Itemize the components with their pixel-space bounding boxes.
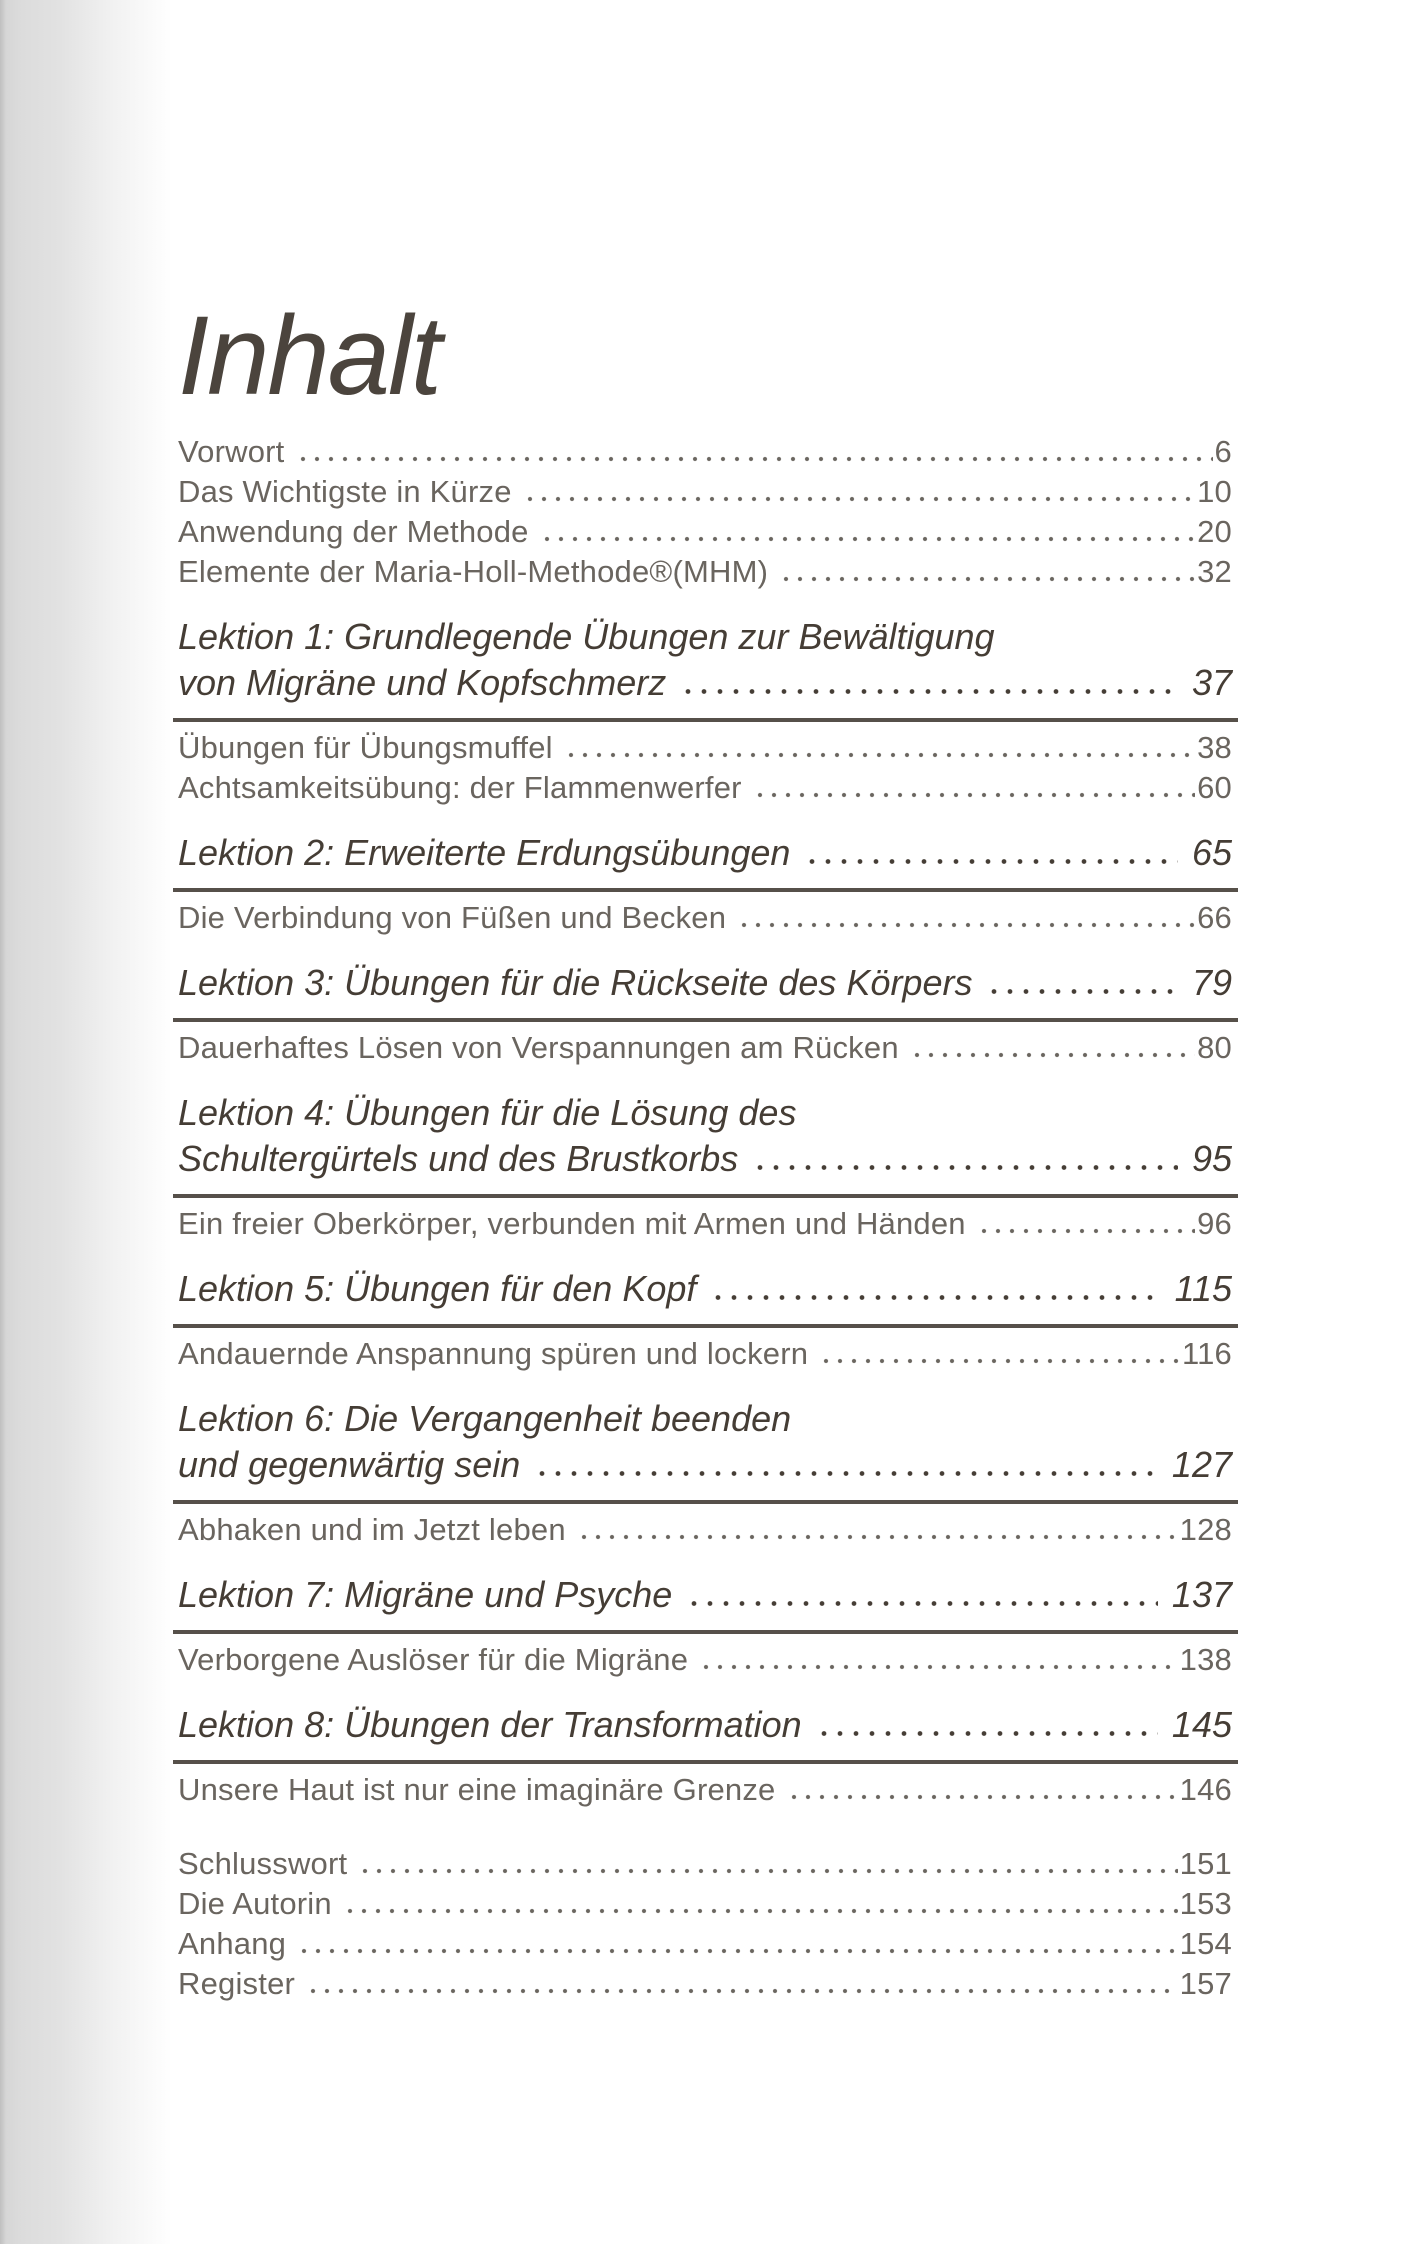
lesson-rule — [173, 1760, 1238, 1764]
toc-label: von Migräne und Kopfschmerz — [178, 662, 667, 703]
toc-page-number: 10 — [1197, 474, 1232, 509]
toc-label: Vorwort — [178, 434, 285, 469]
lesson-rule — [173, 888, 1238, 892]
toc-page-number: 128 — [1179, 1512, 1232, 1547]
toc-page-number: 79 — [1191, 962, 1232, 1003]
toc-label: Abhaken und im Jetzt leben — [178, 1512, 566, 1547]
toc-row — [178, 1640, 1232, 1680]
toc-label: Unsere Haut ist nur eine imaginäre Grenze — [178, 1772, 776, 1807]
toc-label: Anwendung der Methode — [178, 514, 529, 549]
dot-leader — [294, 456, 1213, 462]
toc-row — [178, 1770, 1232, 1810]
toc-row — [178, 1924, 1232, 1964]
toc-lesson-group-4 — [178, 1090, 1232, 1244]
toc-label: Anhang — [178, 1926, 287, 1961]
lesson-rule — [173, 1324, 1238, 1328]
dot-leader — [785, 1794, 1178, 1800]
toc-lesson-group-6 — [178, 1396, 1232, 1550]
toc-label: Ein freier Oberkörper, verbunden mit Armen und Händen — [178, 1206, 966, 1241]
toc-label: Schlusswort — [178, 1846, 348, 1881]
dot-leader — [295, 1948, 1178, 1954]
toc-row — [178, 1204, 1232, 1244]
table-of-contents — [178, 0, 1232, 2004]
dot-leader — [575, 1534, 1178, 1540]
toc-label: Lektion 7: Migräne und Psyche — [178, 1574, 673, 1615]
toc-row — [178, 512, 1232, 552]
toc-row — [178, 960, 1232, 1006]
lesson-rule — [173, 1018, 1238, 1022]
toc-row — [178, 1136, 1232, 1182]
toc-page-number: 154 — [1179, 1926, 1232, 1961]
toc-row — [178, 660, 1232, 706]
toc-page-number: 32 — [1197, 554, 1232, 589]
toc-label: Andauernde Anspannung spüren und lockern — [178, 1336, 809, 1371]
dot-leader — [532, 1470, 1158, 1477]
dot-leader — [341, 1908, 1178, 1914]
toc-page-number: 37 — [1191, 662, 1232, 703]
toc-label: Verborgene Auslöser für die Migräne — [178, 1642, 689, 1677]
toc-row — [178, 1964, 1232, 2004]
toc-label: Dauerhaftes Lösen von Verspannungen am Rücken — [178, 1030, 899, 1065]
toc-label: und gegenwärtig sein — [178, 1444, 521, 1485]
lesson-heading-line: Lektion 4: Übungen für die Lösung des — [178, 1092, 797, 1133]
dot-leader — [817, 1358, 1180, 1364]
toc-label: Übungen für Übungsmuffel — [178, 730, 553, 765]
toc-label: Elemente der Maria-Holl-Methode®(MHM) — [178, 554, 769, 589]
toc-label: Register — [178, 1966, 296, 2001]
toc-row — [178, 1334, 1232, 1374]
dot-leader — [562, 752, 1195, 758]
toc-page-number: 60 — [1197, 770, 1232, 805]
toc-row — [178, 1844, 1232, 1884]
toc-label: Die Autorin — [178, 1886, 332, 1921]
toc-label: Lektion 5: Übungen für den Kopf — [178, 1268, 697, 1309]
toc-label: Die Verbindung von Füßen und Becken — [178, 900, 727, 935]
toc-page-number: 151 — [1179, 1846, 1232, 1881]
toc-page-number: 153 — [1179, 1886, 1232, 1921]
dot-leader — [814, 1730, 1158, 1737]
toc-page-number: 38 — [1197, 730, 1232, 765]
dot-leader — [538, 536, 1195, 542]
toc-back-matter — [178, 1844, 1232, 2004]
toc-row — [178, 1510, 1232, 1550]
toc-lesson-group-2 — [178, 830, 1232, 938]
lesson-heading-line: Lektion 1: Grundlegende Übungen zur Bewältigung — [178, 616, 995, 657]
toc-row — [178, 1702, 1232, 1748]
dot-leader — [684, 1600, 1158, 1607]
toc-page-number: 20 — [1197, 514, 1232, 549]
toc-label: Das Wichtigste in Kürze — [178, 474, 512, 509]
toc-page-number: 66 — [1197, 900, 1232, 935]
toc-lesson-group-3 — [178, 960, 1232, 1068]
dot-leader — [697, 1664, 1177, 1670]
dot-leader — [304, 1988, 1178, 1994]
toc-page-number: 157 — [1179, 1966, 1232, 2001]
toc-front-matter — [178, 432, 1232, 592]
dot-leader — [735, 922, 1195, 928]
dot-leader — [975, 1228, 1195, 1234]
dot-leader — [777, 576, 1195, 582]
toc-row — [178, 1884, 1232, 1924]
lesson-rule — [173, 1630, 1238, 1634]
page-spine-shadow — [0, 0, 175, 2244]
toc-label: Lektion 3: Übungen für die Rückseite des Körpers — [178, 962, 973, 1003]
toc-lesson-group-8 — [178, 1702, 1232, 1810]
lesson-rule — [173, 1500, 1238, 1504]
toc-row — [178, 1572, 1232, 1618]
dot-leader — [802, 858, 1178, 865]
toc-row — [178, 1442, 1232, 1488]
toc-label: Lektion 2: Erweiterte Erdungsübungen — [178, 832, 791, 873]
toc-row — [178, 768, 1232, 808]
dot-leader — [908, 1052, 1195, 1058]
toc-lessons — [178, 614, 1232, 1810]
toc-page-number: 115 — [1174, 1268, 1232, 1309]
toc-page-number: 138 — [1179, 1642, 1232, 1677]
dot-leader — [750, 1164, 1178, 1171]
toc-label: Schultergürtels und des Brustkorbs — [178, 1138, 739, 1179]
toc-page-number: 137 — [1171, 1574, 1232, 1615]
toc-page-number: 80 — [1197, 1030, 1232, 1065]
dot-leader — [984, 988, 1177, 995]
toc-lesson-group-1 — [178, 614, 1232, 808]
toc-row — [178, 472, 1232, 512]
lesson-rule — [173, 1194, 1238, 1198]
toc-page-number: 145 — [1171, 1704, 1232, 1745]
toc-row — [178, 1266, 1232, 1312]
toc-lesson-group-5 — [178, 1266, 1232, 1374]
dot-leader — [751, 792, 1195, 798]
toc-page-number: 127 — [1171, 1444, 1232, 1485]
dot-leader — [356, 1868, 1177, 1874]
toc-row — [178, 552, 1232, 592]
dot-leader — [678, 688, 1178, 695]
toc-page-number: 65 — [1191, 832, 1232, 873]
toc-row — [178, 432, 1232, 472]
toc-page-number: 116 — [1181, 1336, 1232, 1371]
dot-leader — [521, 496, 1195, 502]
toc-page-number: 95 — [1191, 1138, 1232, 1179]
toc-label: Achtsamkeitsübung: der Flammenwerfer — [178, 770, 742, 805]
toc-page-number: 146 — [1179, 1772, 1232, 1807]
toc-row — [178, 728, 1232, 768]
toc-row — [178, 898, 1232, 938]
toc-lesson-group-7 — [178, 1572, 1232, 1680]
toc-row — [178, 830, 1232, 876]
toc-page-number: 6 — [1214, 434, 1232, 469]
page-title: Inhalt — [178, 293, 440, 418]
toc-page-number: 96 — [1197, 1206, 1232, 1241]
dot-leader — [708, 1294, 1160, 1301]
lesson-heading-line: Lektion 6: Die Vergangenheit beenden — [178, 1398, 792, 1439]
lesson-rule — [173, 718, 1238, 722]
toc-label: Lektion 8: Übungen der Transformation — [178, 1704, 802, 1745]
toc-row — [178, 1028, 1232, 1068]
